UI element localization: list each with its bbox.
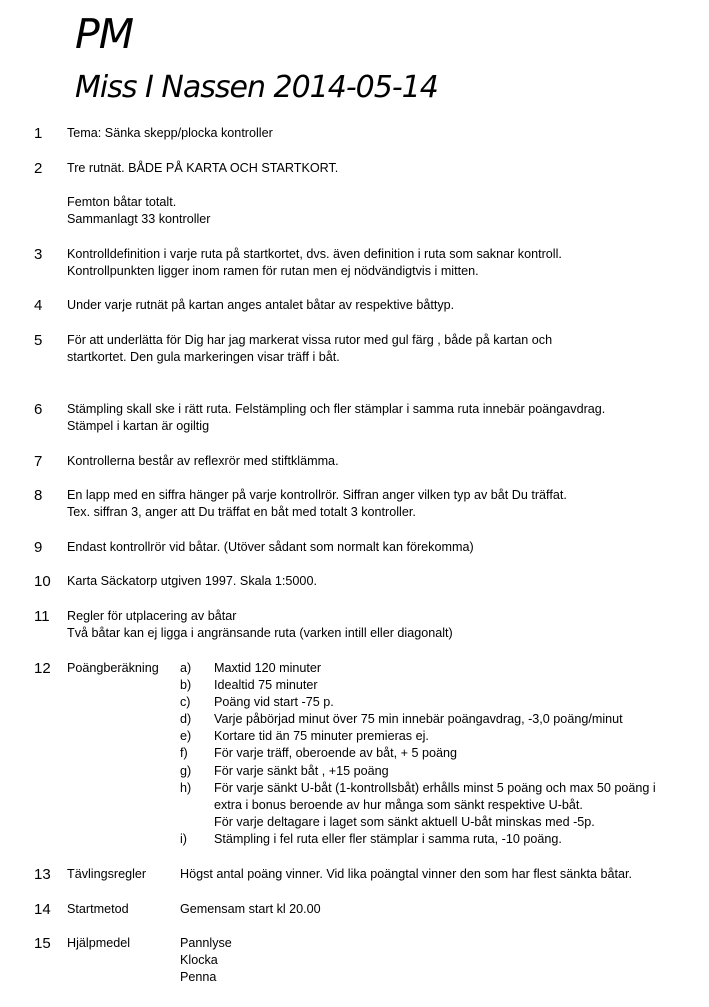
item-value: Pannlyse xyxy=(180,936,232,950)
item-number: 2 xyxy=(34,160,43,177)
rule-letter: f) xyxy=(180,746,188,760)
rule-letter: b) xyxy=(180,678,192,692)
document-title: PM xyxy=(75,10,134,58)
item-value: Högst antal poäng vinner. Vid lika poängtal vinner den som har flest sänkta båtar. xyxy=(180,867,633,881)
item-text: Under varje rutnät på kartan anges antalet båtar av respektive båttyp. xyxy=(67,298,455,312)
item-number: 3 xyxy=(34,246,43,263)
rule-text: Poäng vid start -75 p. xyxy=(214,695,334,709)
item-text: För att underlätta för Dig har jag markerat vissa rutor med gul färg , både på kartan och xyxy=(67,333,553,347)
item-number: 10 xyxy=(34,573,51,590)
item-number: 14 xyxy=(34,901,51,918)
rule-text: För varje sänkt båt , +15 poäng xyxy=(214,764,389,778)
item-text: Tema: Sänka skepp/plocka kontroller xyxy=(67,126,273,140)
item-number: 4 xyxy=(34,297,43,314)
rule-text: För varje sänkt U-båt (1-kontrollsbåt) erhålls minst 5 poäng och max 50 poäng i xyxy=(214,781,656,795)
item-number: 11 xyxy=(34,608,50,625)
item-label: Poängberäkning xyxy=(67,661,159,675)
item-text: Tre rutnät. BÅDE PÅ KARTA OCH STARTKORT. xyxy=(67,161,339,175)
item-text: Stämpel i kartan är ogiltig xyxy=(67,419,210,433)
item-value: Gemensam start kl 20.00 xyxy=(180,902,321,916)
item-number: 8 xyxy=(34,487,43,504)
item-text: Kontrolldefinition i varje ruta på startkortet, dvs. även definition i ruta som saknar kontroll. xyxy=(67,247,562,261)
item-text: Tex. siffran 3, anger att Du träffat en båt med totalt 3 kontroller. xyxy=(67,505,416,519)
rule-continuation: För varje deltagare i laget som sänkt aktuell U-båt minskas med -5p. xyxy=(214,815,595,829)
rule-text: Idealtid 75 minuter xyxy=(214,678,318,692)
rule-text: Stämpling i fel ruta eller fler stämplar i samma ruta, -10 poäng. xyxy=(214,832,562,846)
document-subtitle: Miss I Nassen 2014-05-14 xyxy=(75,70,438,105)
rule-letter: c) xyxy=(180,695,191,709)
item-text: Karta Säckatorp utgiven 1997. Skala 1:5000. xyxy=(67,574,317,588)
rule-letter: i) xyxy=(180,832,187,846)
item-text: startkortet. Den gula markeringen visar träff i båt. xyxy=(67,350,340,364)
item-label: Hjälpmedel xyxy=(67,936,130,950)
item-number: 7 xyxy=(34,453,43,470)
item-number: 6 xyxy=(34,401,43,418)
rule-letter: e) xyxy=(180,729,192,743)
rule-text: Varje påbörjad minut över 75 min innebär poängavdrag, -3,0 poäng/minut xyxy=(214,712,623,726)
item-text: Endast kontrollrör vid båtar. (Utöver sådant som normalt kan förekomma) xyxy=(67,540,474,554)
item-text: Stämpling skall ske i rätt ruta. Felstämpling och fler stämplar i samma ruta innebär poängavdrag. xyxy=(67,402,606,416)
item-number: 9 xyxy=(34,539,43,556)
item-number: 13 xyxy=(34,866,51,883)
rule-text: För varje träff, oberoende av båt, + 5 poäng xyxy=(214,746,458,760)
item-number: 1 xyxy=(34,125,43,142)
item-text: Femton båtar totalt. xyxy=(67,195,177,209)
rule-letter: h) xyxy=(180,781,192,795)
item-label: Tävlingsregler xyxy=(67,867,147,881)
rule-letter: d) xyxy=(180,712,192,726)
item-text: Kontrollerna består av reflexrör med stiftklämma. xyxy=(67,454,339,468)
rule-letter: a) xyxy=(180,661,192,675)
item-label: Startmetod xyxy=(67,902,129,916)
item-text: Kontrollpunkten ligger inom ramen för rutan men ej nödvändigtvis i mitten. xyxy=(67,264,479,278)
item-text: En lapp med en siffra hänger på varje kontrollrör. Siffran anger vilken typ av båt Du träffat. xyxy=(67,488,567,502)
rule-text: Maxtid 120 minuter xyxy=(214,661,322,675)
item-value: Klocka xyxy=(180,953,218,967)
item-text: Sammanlagt 33 kontroller xyxy=(67,212,211,226)
item-number: 5 xyxy=(34,332,43,349)
rule-letter: g) xyxy=(180,764,192,778)
item-text: Två båtar kan ej ligga i angränsande ruta (varken intill eller diagonalt) xyxy=(67,626,453,640)
item-number: 15 xyxy=(34,935,51,952)
rule-text: Kortare tid än 75 minuter premieras ej. xyxy=(214,729,429,743)
item-value: Penna xyxy=(180,970,217,984)
item-number: 12 xyxy=(34,660,51,677)
item-text: Regler för utplacering av båtar xyxy=(67,609,237,623)
rule-continuation: extra i bonus beroende av hur många som sänkt respektive U-båt. xyxy=(214,798,583,812)
